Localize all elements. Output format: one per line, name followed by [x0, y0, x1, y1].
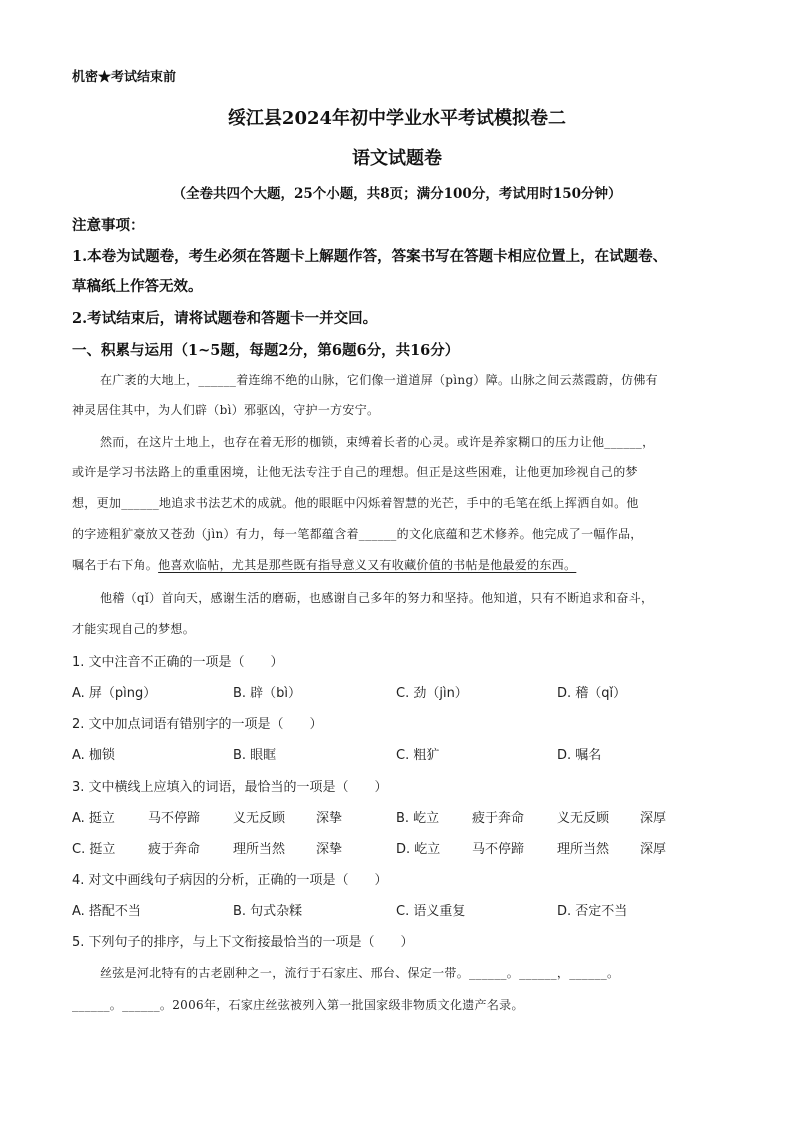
passage-line: 然而，在这片土地上，也存在着无形的枷锁，束缚着长者的心灵。或许是养家糊口的压力让他______，: [100, 435, 655, 449]
question-4-stem: 4. 对文中画线句子病因的分析，正确的一项是（ ）: [72, 873, 388, 888]
q3-option-b-word-2: 疲于奔命: [472, 811, 525, 826]
section-1-heading: 一、积累与运用（1~5题，每题2分，第6题6分，共16分）: [72, 342, 460, 359]
notice-heading: 注意事项：: [72, 217, 145, 234]
q3-option-d-word-2: 马不停蹄: [472, 842, 525, 857]
q3-option-c-word-4: 深挚: [316, 842, 343, 857]
notice-item-1-line-2: 草稿纸上作答无效。: [72, 278, 203, 295]
notice-item-1-line-1: 1.本卷为试题卷，考生必须在答题卡上解题作答，答案书写在答题卡相应位置上，在试题卷、: [72, 248, 668, 265]
q3-option-a-word-3: 义无反顾: [233, 811, 286, 826]
q3-option-a-word-2: 马不停蹄: [148, 811, 201, 826]
passage-line: 想，更加______地追求书法艺术的成就。他的眼眶中闪烁着智慧的光芒，手中的毛笔在纸上挥洒自如。他: [72, 496, 639, 510]
q1-option-c: C. 劲（jìn）: [396, 686, 468, 701]
exam-subtitle: 语文试题卷: [352, 148, 442, 169]
q3-option-c-word-1: C. 挺立: [72, 842, 116, 857]
q3-option-b-word-4: 深厚: [640, 811, 667, 826]
passage-2-line: 丝弦是河北特有的古老剧种之一，流行于石家庄、邢台、保定一带。______。______，______。: [100, 966, 620, 980]
exam-title: 绥江县2024年初中学业水平考试模拟卷二: [227, 108, 567, 129]
q2-option-c: C. 粗犷: [396, 748, 440, 763]
q2-option-d: D. 嘱名: [557, 748, 602, 763]
q3-option-d-word-4: 深厚: [640, 842, 667, 857]
passage-text: 嘱名于右下角。: [72, 558, 159, 572]
confidential-mark: 机密★考试结束前: [72, 70, 177, 85]
passage-line: 神灵居住其中，为人们辟（bì）邪驱凶，守护一方安宁。: [72, 403, 380, 417]
q1-option-a: A. 屏（pìng）: [72, 686, 157, 701]
q4-option-b: B. 句式杂糅: [233, 904, 303, 919]
q3-option-c-word-2: 疲于奔命: [148, 842, 201, 857]
q2-option-b: B. 眼眶: [233, 748, 277, 763]
notice-item-2: 2.考试结束后，请将试题卷和答题卡一并交回。: [72, 310, 378, 327]
q4-option-c: C. 语义重复: [396, 904, 466, 919]
q1-option-d: D. 稽（qǐ）: [557, 686, 627, 701]
passage-line: 他稽（qǐ）首向天，感谢生活的磨砺，也感谢自己多年的努力和坚持。他知道，只有不断追求和奋斗，: [100, 591, 654, 605]
question-2-stem: 2. 文中加点词语有错别字的一项是（ ）: [72, 717, 323, 732]
q1-option-b: B. 辟（bì）: [233, 686, 302, 701]
question-5-stem: 5. 下列句子的排序，与上下文衔接最恰当的一项是（ ）: [72, 935, 414, 950]
q4-option-d: D. 否定不当: [557, 904, 628, 919]
q2-option-a: A. 枷锁: [72, 748, 115, 763]
passage-2-line: ______。______。2006年，石家庄丝弦被列入第一批国家级非物质文化遗产名录。: [72, 998, 524, 1012]
passage-line: 在广袤的大地上，______着连绵不绝的山脉，它们像一道道屏（pìng）障。山脉之间云蒸霞蔚，仿佛有: [100, 373, 658, 387]
passage-line: 的字迹粗犷豪放又苍劲（jìn）有力，每一笔都蕴含着______的文化底蕴和艺术修养。他完成了一幅作品，: [72, 527, 643, 541]
passage-line: 或许是学习书法路上的重重困境，让他无法专注于自己的理想。但正是这些困难，让他更加珍视自己的梦: [72, 465, 638, 479]
q3-option-b-word-1: B. 屹立: [396, 811, 440, 826]
q3-option-c-word-3: 理所当然: [233, 842, 286, 857]
q3-option-d-word-3: 理所当然: [557, 842, 610, 857]
q3-option-a-word-4: 深挚: [316, 811, 343, 826]
question-1-stem: 1. 文中注音不正确的一项是（ ）: [72, 655, 284, 670]
q3-option-b-word-3: 义无反顾: [557, 811, 610, 826]
question-3-stem: 3. 文中横线上应填入的词语，最恰当的一项是（ ）: [72, 780, 388, 795]
passage-line: [72, 556, 734, 573]
q3-option-d-word-1: D. 屹立: [396, 842, 441, 857]
q3-option-a-word-1: A. 挺立: [72, 811, 115, 826]
underlined-sentence: 他喜欢临帖，尤其是那些既有指导意义又有收藏价值的书帖是他最爱的东西。: [158, 558, 577, 572]
exam-info: （全卷共四个大题，25个小题，共8页；满分100分，考试用时150分钟）: [172, 186, 622, 202]
passage-line: 才能实现自己的梦想。: [72, 622, 196, 636]
q4-option-a: A. 搭配不当: [72, 904, 141, 919]
